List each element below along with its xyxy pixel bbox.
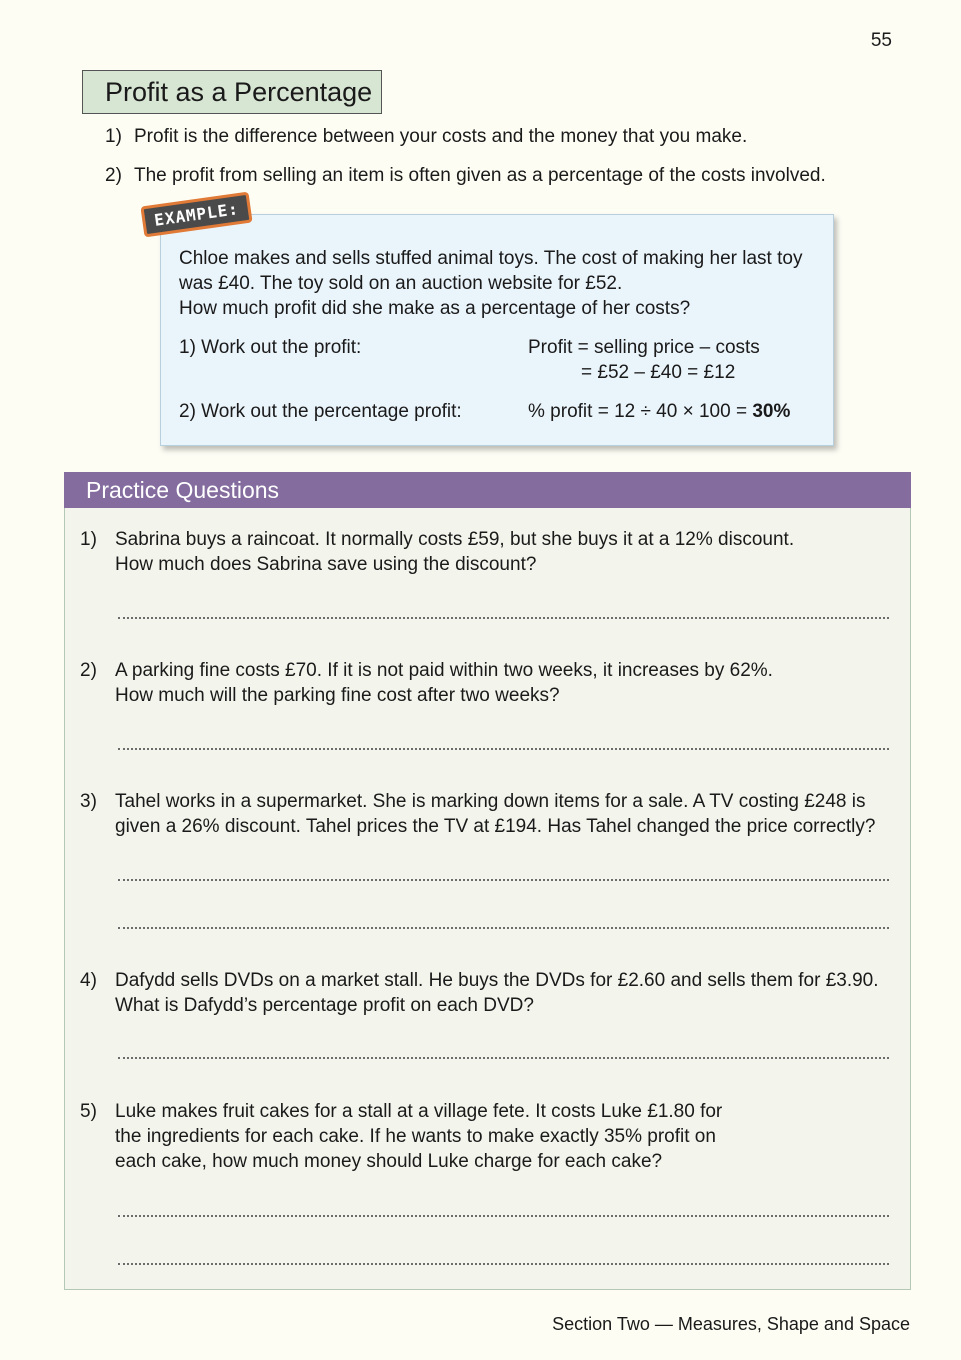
step2-label: 2) Work out the percentage profit: bbox=[179, 401, 462, 422]
question-text: Luke makes fruit cakes for a stall at a village fete. It costs Luke £1.80 for bbox=[115, 1101, 723, 1122]
question-number: 3) bbox=[80, 791, 97, 812]
answer-line[interactable] bbox=[118, 748, 889, 750]
step2-answer: 30% bbox=[752, 401, 791, 422]
intro-number: 1) bbox=[105, 126, 122, 147]
footer-section-label: Section Two — Measures, Shape and Space bbox=[552, 1314, 910, 1334]
answer-line[interactable] bbox=[118, 927, 889, 929]
question-text: How much will the parking fine cost after two weeks? bbox=[115, 685, 560, 706]
example-text: How much profit did she make as a percentage of her costs? bbox=[179, 298, 691, 319]
answer-line[interactable] bbox=[118, 1263, 889, 1265]
step2-calc-text: % profit = 12 ÷ 40 × 100 = bbox=[528, 401, 753, 422]
question-number: 5) bbox=[80, 1101, 97, 1122]
answer-line[interactable] bbox=[118, 1215, 889, 1217]
question-text: Tahel works in a supermarket. She is marking down items for a sale. A TV costing £248 is bbox=[115, 791, 866, 812]
example-text: was £40. The toy sold on an auction website for £52. bbox=[179, 273, 623, 294]
page-number: 55 bbox=[870, 30, 892, 51]
intro-text: Profit is the difference between your costs and the money that you make. bbox=[134, 126, 748, 147]
question-text: given a 26% discount. Tahel prices the TV at £194. Has Tahel changed the price correctly? bbox=[115, 816, 876, 837]
question-text: the ingredients for each cake. If he wants to make exactly 35% profit on bbox=[115, 1126, 716, 1147]
answer-line[interactable] bbox=[118, 617, 889, 619]
question-number: 4) bbox=[80, 970, 97, 991]
practice-header: Practice Questions bbox=[64, 472, 911, 508]
intro-number: 2) bbox=[105, 165, 122, 186]
answer-line[interactable] bbox=[118, 879, 889, 881]
answer-line[interactable] bbox=[118, 1057, 889, 1059]
question-number: 2) bbox=[80, 660, 97, 681]
question-text: How much does Sabrina save using the discount? bbox=[115, 554, 537, 575]
step1-calc: Profit = selling price – costs bbox=[528, 337, 760, 358]
example-text: Chloe makes and sells stuffed animal toys. The cost of making her last toy bbox=[179, 248, 803, 269]
question-text: A parking fine costs £70. If it is not paid within two weeks, it increases by 62%. bbox=[115, 660, 773, 681]
question-text: What is Dafydd’s percentage profit on each DVD? bbox=[115, 995, 534, 1016]
question-text: each cake, how much money should Luke charge for each cake? bbox=[115, 1151, 663, 1172]
question-text: Dafydd sells DVDs on a market stall. He buys the DVDs for £2.60 and sells them for £3.90. bbox=[115, 970, 879, 991]
step1-label: 1) Work out the profit: bbox=[179, 337, 362, 358]
intro-point bbox=[105, 126, 747, 148]
section-title: Profit as a Percentage bbox=[82, 70, 382, 114]
example-tag: EXAMPLE: bbox=[140, 192, 252, 238]
question-text: Sabrina buys a raincoat. It normally costs £59, but she buys it at a 12% discount. bbox=[115, 529, 795, 550]
step1-calc-result: = £52 – £40 = £12 bbox=[581, 362, 736, 383]
step2-calc bbox=[528, 401, 790, 423]
intro-text: The profit from selling an item is often given as a percentage of the costs involved. bbox=[134, 165, 826, 186]
question-number: 1) bbox=[80, 529, 97, 550]
intro-point bbox=[105, 165, 826, 187]
